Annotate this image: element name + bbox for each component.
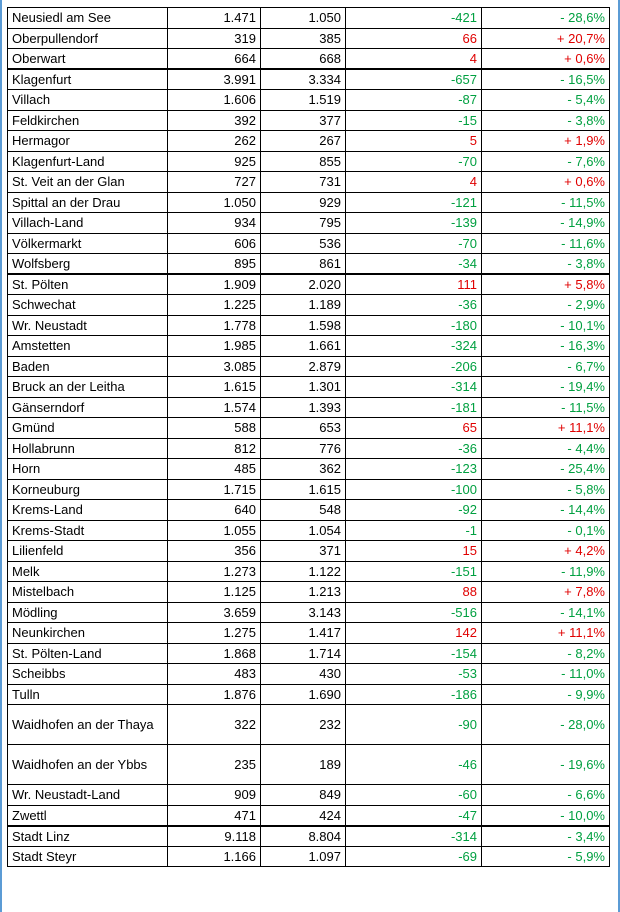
district-cell: Spittal an der Drau xyxy=(8,192,168,213)
percent-change-cell: - 11,5% xyxy=(482,192,610,213)
difference-cell: -69 xyxy=(346,846,482,867)
table-row xyxy=(8,336,610,357)
difference-cell: -46 xyxy=(346,745,482,785)
table-row xyxy=(8,377,610,398)
table-row xyxy=(8,356,610,377)
percent-change-cell: - 7,6% xyxy=(482,151,610,172)
value-1-cell: 1.715 xyxy=(168,479,261,500)
table-row xyxy=(8,397,610,418)
district-cell: St. Pölten-Land xyxy=(8,643,168,664)
district-cell: Neusiedl am See xyxy=(8,8,168,29)
percent-change-cell: - 16,5% xyxy=(482,69,610,90)
difference-cell: -100 xyxy=(346,479,482,500)
district-cell: Wr. Neustadt xyxy=(8,315,168,336)
percent-change-cell: - 14,9% xyxy=(482,213,610,234)
difference-cell: -34 xyxy=(346,254,482,275)
value-2-cell: 3.143 xyxy=(261,602,346,623)
value-2-cell: 1.690 xyxy=(261,684,346,705)
value-1-cell: 235 xyxy=(168,745,261,785)
district-cell: Feldkirchen xyxy=(8,110,168,131)
table-row xyxy=(8,295,610,316)
percent-change-cell: - 11,9% xyxy=(482,561,610,582)
difference-cell: 15 xyxy=(346,541,482,562)
table-row xyxy=(8,582,610,603)
value-1-cell: 1.778 xyxy=(168,315,261,336)
difference-cell: -123 xyxy=(346,459,482,480)
value-2-cell: 1.050 xyxy=(261,8,346,29)
percent-change-cell: - 14,1% xyxy=(482,602,610,623)
table-row xyxy=(8,805,610,826)
percent-change-cell: - 0,1% xyxy=(482,520,610,541)
percent-change-cell: - 5,9% xyxy=(482,846,610,867)
district-cell: Korneuburg xyxy=(8,479,168,500)
value-1-cell: 319 xyxy=(168,28,261,49)
percent-change-cell: - 8,2% xyxy=(482,643,610,664)
percent-change-cell: - 11,0% xyxy=(482,664,610,685)
percent-change-cell: + 1,9% xyxy=(482,131,610,152)
percent-change-cell: - 5,8% xyxy=(482,479,610,500)
value-2-cell: 1.393 xyxy=(261,397,346,418)
percent-change-cell: - 10,0% xyxy=(482,805,610,826)
table-row xyxy=(8,28,610,49)
table-row xyxy=(8,500,610,521)
value-1-cell: 812 xyxy=(168,438,261,459)
district-cell: Villach xyxy=(8,90,168,111)
percent-change-cell: - 6,6% xyxy=(482,785,610,806)
table-row xyxy=(8,151,610,172)
district-cell: Stadt Linz xyxy=(8,826,168,847)
table-row xyxy=(8,110,610,131)
value-2-cell: 2.020 xyxy=(261,274,346,295)
difference-cell: 111 xyxy=(346,274,482,295)
value-2-cell: 1.189 xyxy=(261,295,346,316)
percent-change-cell: - 2,9% xyxy=(482,295,610,316)
value-1-cell: 1.909 xyxy=(168,274,261,295)
table-row xyxy=(8,192,610,213)
percent-change-cell: + 7,8% xyxy=(482,582,610,603)
district-cell: Scheibbs xyxy=(8,664,168,685)
table-row xyxy=(8,643,610,664)
district-cell: Klagenfurt xyxy=(8,69,168,90)
value-1-cell: 1.275 xyxy=(168,623,261,644)
district-cell: Waidhofen an der Thaya xyxy=(8,705,168,745)
district-cell: Bruck an der Leitha xyxy=(8,377,168,398)
table-row xyxy=(8,438,610,459)
value-1-cell: 262 xyxy=(168,131,261,152)
value-1-cell: 9.118 xyxy=(168,826,261,847)
percent-change-cell: + 20,7% xyxy=(482,28,610,49)
table-row xyxy=(8,274,610,295)
percent-change-cell: - 11,5% xyxy=(482,397,610,418)
difference-cell: -206 xyxy=(346,356,482,377)
value-2-cell: 855 xyxy=(261,151,346,172)
difference-cell: 4 xyxy=(346,49,482,70)
value-1-cell: 640 xyxy=(168,500,261,521)
district-cell: Amstetten xyxy=(8,336,168,357)
difference-cell: 4 xyxy=(346,172,482,193)
value-1-cell: 606 xyxy=(168,233,261,254)
value-2-cell: 189 xyxy=(261,745,346,785)
difference-cell: -87 xyxy=(346,90,482,111)
value-2-cell: 1.301 xyxy=(261,377,346,398)
value-2-cell: 1.714 xyxy=(261,643,346,664)
percent-change-cell: - 4,4% xyxy=(482,438,610,459)
value-1-cell: 1.574 xyxy=(168,397,261,418)
difference-cell: -1 xyxy=(346,520,482,541)
value-1-cell: 1.055 xyxy=(168,520,261,541)
value-1-cell: 322 xyxy=(168,705,261,745)
value-2-cell: 849 xyxy=(261,785,346,806)
difference-cell: -151 xyxy=(346,561,482,582)
table-row xyxy=(8,684,610,705)
value-1-cell: 664 xyxy=(168,49,261,70)
value-1-cell: 909 xyxy=(168,785,261,806)
difference-cell: -324 xyxy=(346,336,482,357)
value-2-cell: 1.615 xyxy=(261,479,346,500)
percent-change-cell: + 0,6% xyxy=(482,172,610,193)
difference-cell: -92 xyxy=(346,500,482,521)
difference-cell: -516 xyxy=(346,602,482,623)
district-cell: St. Veit an der Glan xyxy=(8,172,168,193)
value-1-cell: 1.615 xyxy=(168,377,261,398)
district-cell: Oberpullendorf xyxy=(8,28,168,49)
table-row xyxy=(8,459,610,480)
table-row xyxy=(8,623,610,644)
value-2-cell: 776 xyxy=(261,438,346,459)
district-cell: Waidhofen an der Ybbs xyxy=(8,745,168,785)
value-1-cell: 1.985 xyxy=(168,336,261,357)
percent-change-cell: - 19,6% xyxy=(482,745,610,785)
value-1-cell: 1.606 xyxy=(168,90,261,111)
value-1-cell: 483 xyxy=(168,664,261,685)
value-1-cell: 1.273 xyxy=(168,561,261,582)
difference-cell: -36 xyxy=(346,295,482,316)
table-row xyxy=(8,520,610,541)
difference-cell: -15 xyxy=(346,110,482,131)
difference-cell: -421 xyxy=(346,8,482,29)
value-2-cell: 1.598 xyxy=(261,315,346,336)
difference-cell: -60 xyxy=(346,785,482,806)
district-cell: Mistelbach xyxy=(8,582,168,603)
percent-change-cell: - 28,0% xyxy=(482,705,610,745)
difference-cell: -121 xyxy=(346,192,482,213)
value-1-cell: 895 xyxy=(168,254,261,275)
value-1-cell: 1.471 xyxy=(168,8,261,29)
difference-cell: -181 xyxy=(346,397,482,418)
percent-change-cell: + 11,1% xyxy=(482,418,610,439)
value-2-cell: 668 xyxy=(261,49,346,70)
value-2-cell: 362 xyxy=(261,459,346,480)
value-2-cell: 929 xyxy=(261,192,346,213)
difference-cell: -70 xyxy=(346,233,482,254)
percent-change-cell: + 5,8% xyxy=(482,274,610,295)
difference-cell: 66 xyxy=(346,28,482,49)
table-row xyxy=(8,254,610,275)
district-cell: Melk xyxy=(8,561,168,582)
value-2-cell: 385 xyxy=(261,28,346,49)
table-row xyxy=(8,213,610,234)
value-2-cell: 1.519 xyxy=(261,90,346,111)
value-1-cell: 1.876 xyxy=(168,684,261,705)
district-cell: Hollabrunn xyxy=(8,438,168,459)
district-cell: Zwettl xyxy=(8,805,168,826)
value-2-cell: 3.334 xyxy=(261,69,346,90)
value-2-cell: 1.122 xyxy=(261,561,346,582)
table-row xyxy=(8,846,610,867)
table-row xyxy=(8,785,610,806)
difference-cell: -180 xyxy=(346,315,482,336)
difference-cell: 88 xyxy=(346,582,482,603)
difference-cell: 142 xyxy=(346,623,482,644)
value-2-cell: 548 xyxy=(261,500,346,521)
value-2-cell: 653 xyxy=(261,418,346,439)
district-table-body xyxy=(8,8,610,867)
value-2-cell: 424 xyxy=(261,805,346,826)
percent-change-cell: - 10,1% xyxy=(482,315,610,336)
difference-cell: -36 xyxy=(346,438,482,459)
district-cell: Schwechat xyxy=(8,295,168,316)
district-cell: St. Pölten xyxy=(8,274,168,295)
table-row xyxy=(8,745,610,785)
table-row xyxy=(8,8,610,29)
district-cell: Krems-Land xyxy=(8,500,168,521)
district-cell: Klagenfurt-Land xyxy=(8,151,168,172)
table-row xyxy=(8,315,610,336)
table-row xyxy=(8,131,610,152)
value-1-cell: 471 xyxy=(168,805,261,826)
value-2-cell: 267 xyxy=(261,131,346,152)
district-cell: Wolfsberg xyxy=(8,254,168,275)
district-cell: Krems-Stadt xyxy=(8,520,168,541)
page-left-edge xyxy=(0,0,2,912)
value-1-cell: 485 xyxy=(168,459,261,480)
percent-change-cell: - 3,4% xyxy=(482,826,610,847)
district-cell: Baden xyxy=(8,356,168,377)
value-1-cell: 727 xyxy=(168,172,261,193)
difference-cell: -90 xyxy=(346,705,482,745)
table-row xyxy=(8,826,610,847)
district-cell: Gänserndorf xyxy=(8,397,168,418)
value-1-cell: 1.868 xyxy=(168,643,261,664)
percent-change-cell: - 11,6% xyxy=(482,233,610,254)
district-cell: Mödling xyxy=(8,602,168,623)
table-row xyxy=(8,561,610,582)
difference-cell: -154 xyxy=(346,643,482,664)
value-2-cell: 1.054 xyxy=(261,520,346,541)
percent-change-cell: - 3,8% xyxy=(482,110,610,131)
district-cell: Wr. Neustadt-Land xyxy=(8,785,168,806)
table-row xyxy=(8,705,610,745)
district-cell: Villach-Land xyxy=(8,213,168,234)
percent-change-cell: - 9,9% xyxy=(482,684,610,705)
district-cell: Gmünd xyxy=(8,418,168,439)
difference-cell: -70 xyxy=(346,151,482,172)
value-2-cell: 377 xyxy=(261,110,346,131)
district-cell: Horn xyxy=(8,459,168,480)
percent-change-cell: - 16,3% xyxy=(482,336,610,357)
value-1-cell: 1.225 xyxy=(168,295,261,316)
value-2-cell: 430 xyxy=(261,664,346,685)
difference-cell: -139 xyxy=(346,213,482,234)
difference-cell: -186 xyxy=(346,684,482,705)
table-row xyxy=(8,233,610,254)
value-2-cell: 795 xyxy=(261,213,346,234)
value-2-cell: 371 xyxy=(261,541,346,562)
district-cell: Lilienfeld xyxy=(8,541,168,562)
table-row xyxy=(8,418,610,439)
value-2-cell: 1.213 xyxy=(261,582,346,603)
value-2-cell: 1.417 xyxy=(261,623,346,644)
table-row xyxy=(8,541,610,562)
table-row xyxy=(8,69,610,90)
percent-change-cell: + 0,6% xyxy=(482,49,610,70)
percent-change-cell: + 4,2% xyxy=(482,541,610,562)
table-row xyxy=(8,90,610,111)
value-1-cell: 1.166 xyxy=(168,846,261,867)
difference-cell: 65 xyxy=(346,418,482,439)
table-row xyxy=(8,49,610,70)
district-cell: Oberwart xyxy=(8,49,168,70)
district-cell: Stadt Steyr xyxy=(8,846,168,867)
value-1-cell: 1.125 xyxy=(168,582,261,603)
table-row xyxy=(8,602,610,623)
percent-change-cell: - 25,4% xyxy=(482,459,610,480)
value-2-cell: 232 xyxy=(261,705,346,745)
value-1-cell: 934 xyxy=(168,213,261,234)
district-table xyxy=(7,7,610,867)
value-1-cell: 3.085 xyxy=(168,356,261,377)
difference-cell: -47 xyxy=(346,805,482,826)
table-row xyxy=(8,172,610,193)
percent-change-cell: - 6,7% xyxy=(482,356,610,377)
percent-change-cell: + 11,1% xyxy=(482,623,610,644)
value-1-cell: 356 xyxy=(168,541,261,562)
value-1-cell: 392 xyxy=(168,110,261,131)
value-2-cell: 861 xyxy=(261,254,346,275)
percent-change-cell: - 19,4% xyxy=(482,377,610,398)
value-2-cell: 1.661 xyxy=(261,336,346,357)
value-1-cell: 588 xyxy=(168,418,261,439)
value-2-cell: 2.879 xyxy=(261,356,346,377)
difference-cell: 5 xyxy=(346,131,482,152)
difference-cell: -314 xyxy=(346,377,482,398)
percent-change-cell: - 28,6% xyxy=(482,8,610,29)
value-2-cell: 8.804 xyxy=(261,826,346,847)
district-cell: Völkermarkt xyxy=(8,233,168,254)
value-1-cell: 925 xyxy=(168,151,261,172)
value-1-cell: 3.659 xyxy=(168,602,261,623)
percent-change-cell: - 14,4% xyxy=(482,500,610,521)
value-2-cell: 731 xyxy=(261,172,346,193)
value-2-cell: 536 xyxy=(261,233,346,254)
table-row xyxy=(8,479,610,500)
difference-cell: -657 xyxy=(346,69,482,90)
value-2-cell: 1.097 xyxy=(261,846,346,867)
table-row xyxy=(8,664,610,685)
percent-change-cell: - 5,4% xyxy=(482,90,610,111)
percent-change-cell: - 3,8% xyxy=(482,254,610,275)
difference-cell: -314 xyxy=(346,826,482,847)
district-cell: Hermagor xyxy=(8,131,168,152)
value-1-cell: 1.050 xyxy=(168,192,261,213)
district-cell: Tulln xyxy=(8,684,168,705)
difference-cell: -53 xyxy=(346,664,482,685)
district-cell: Neunkirchen xyxy=(8,623,168,644)
value-1-cell: 3.991 xyxy=(168,69,261,90)
